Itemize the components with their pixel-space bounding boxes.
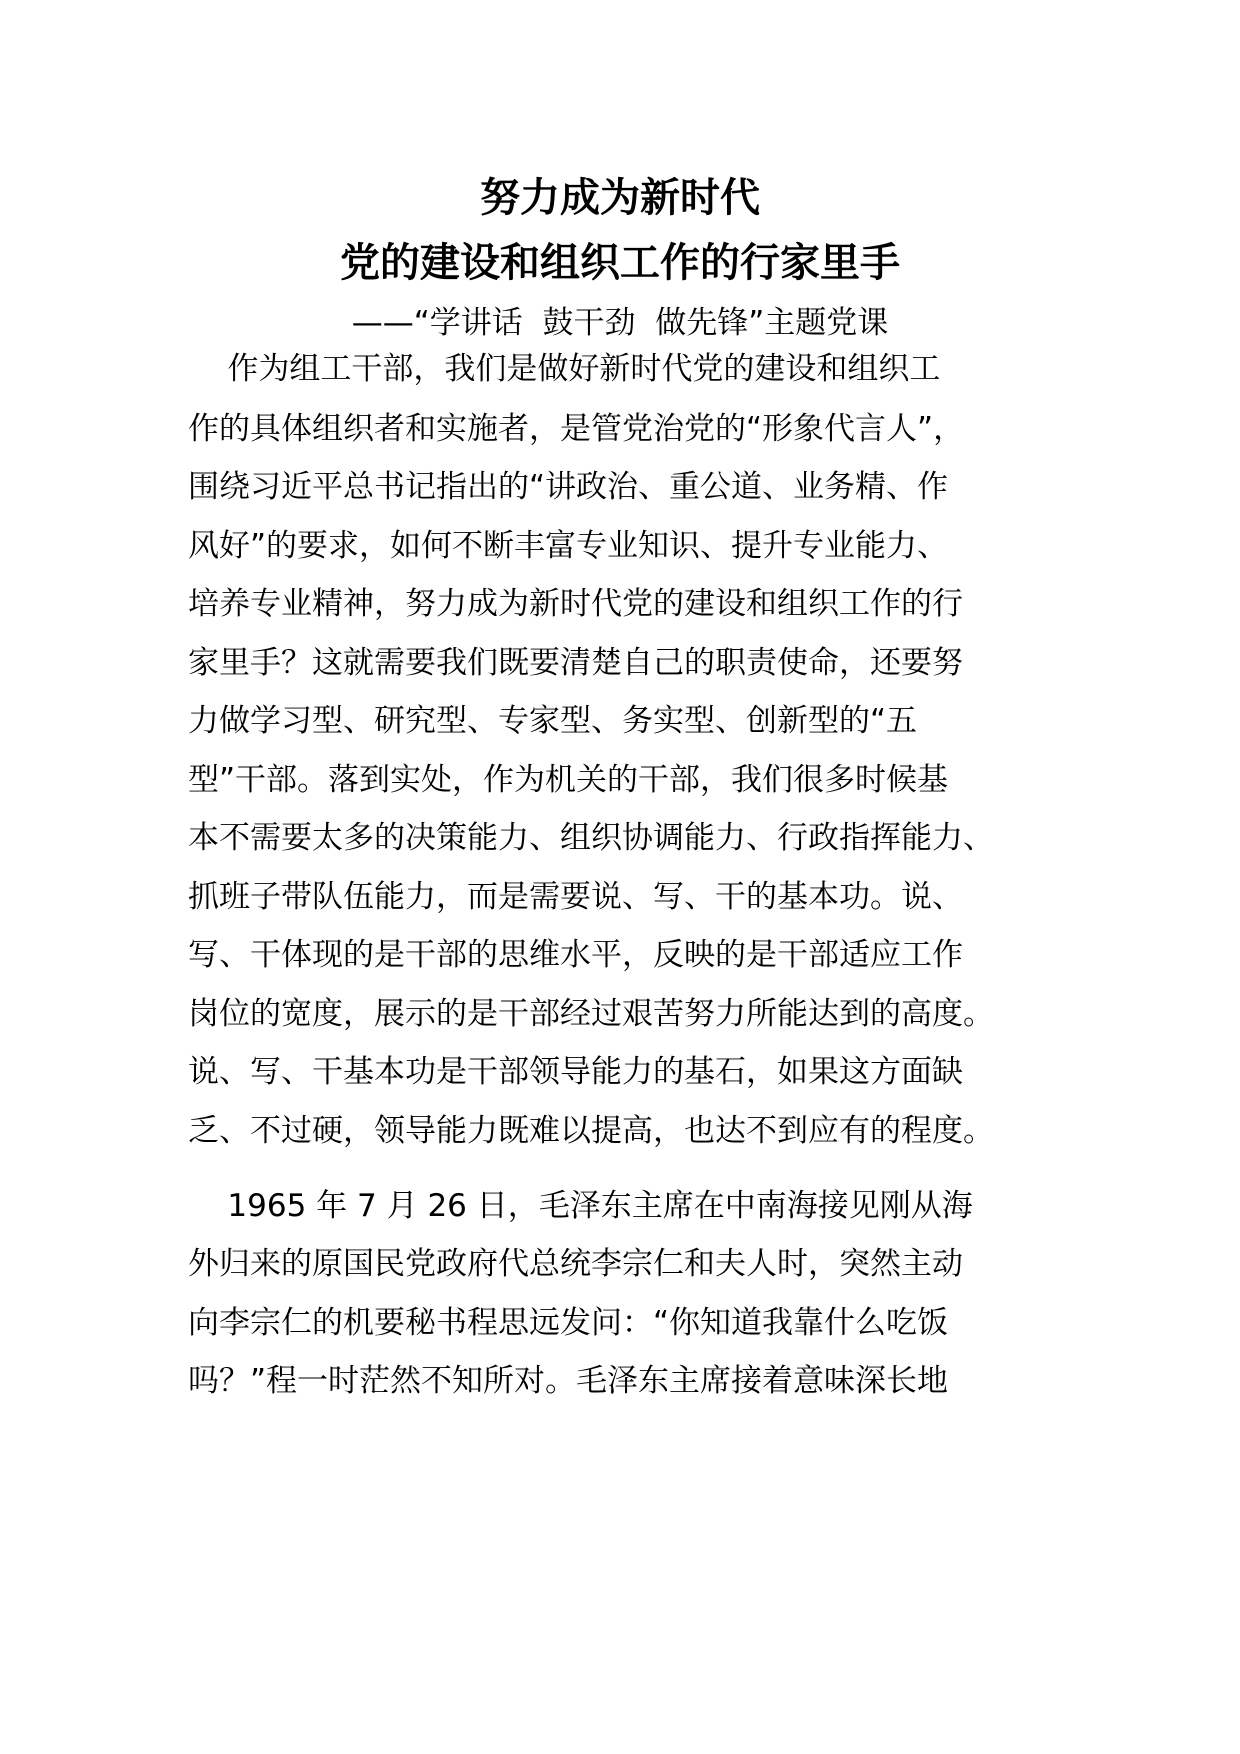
paragraph-line: 乏、不过硬，领导能力既难以提高，也达不到应有的程度。 <box>188 1113 994 1149</box>
paragraph-line: 岗位的宽度，展示的是干部经过艰苦努力所能达到的高度。 <box>188 996 994 1032</box>
paragraph-line: 向李宗仁的机要秘书程思远发问：“你知道我靠什么吃饭 <box>188 1305 949 1341</box>
subtitle: ——“学讲话 鼓干劲 做先锋”主题党课 <box>351 305 889 341</box>
paragraph-line: 吗？”程一时茫然不知所对。毛泽东主席接着意味深长地 <box>188 1363 949 1399</box>
title-line-2: 党的建设和组织工作的行家里手 <box>340 240 900 286</box>
paragraph-line: 家里手？这就需要我们既要清楚自己的职责使命，还要努 <box>188 645 963 681</box>
paragraph-line: 作为组工干部，我们是做好新时代党的建设和组织工 <box>188 351 941 387</box>
paragraph-line: 1965 年 7 月 26 日，毛泽东主席在中南海接见刚从海 <box>188 1188 973 1224</box>
paragraph-line: 抓班子带队伍能力，而是需要说、写、干的基本功。说、 <box>188 879 963 915</box>
paragraph-line: 写、干体现的是干部的思维水平，反映的是干部适应工作 <box>188 937 963 973</box>
paragraph-line: 作的具体组织者和实施者，是管党治党的“形象代言人”， <box>188 411 965 447</box>
title-line-1: 努力成为新时代 <box>480 175 760 221</box>
paragraph-line: 型”干部。落到实处，作为机关的干部，我们很多时候基 <box>188 762 949 798</box>
paragraph-line: 说、写、干基本功是干部领导能力的基石，如果这方面缺 <box>188 1054 963 1090</box>
paragraph-line: 外归来的原国民党政府代总统李宗仁和夫人时，突然主动 <box>188 1246 963 1282</box>
paragraph-line: 本不需要太多的决策能力、组织协调能力、行政指挥能力、 <box>188 820 994 856</box>
paragraph-line: 力做学习型、研究型、专家型、务实型、创新型的“五 <box>188 703 918 739</box>
paragraph-line: 培养专业精神，努力成为新时代党的建设和组织工作的行 <box>188 586 963 622</box>
paragraph-line: 风好”的要求，如何不断丰富专业知识、提升专业能力、 <box>188 528 949 564</box>
paragraph-line: 围绕习近平总书记指出的“讲政治、重公道、业务精、作 <box>188 469 949 505</box>
